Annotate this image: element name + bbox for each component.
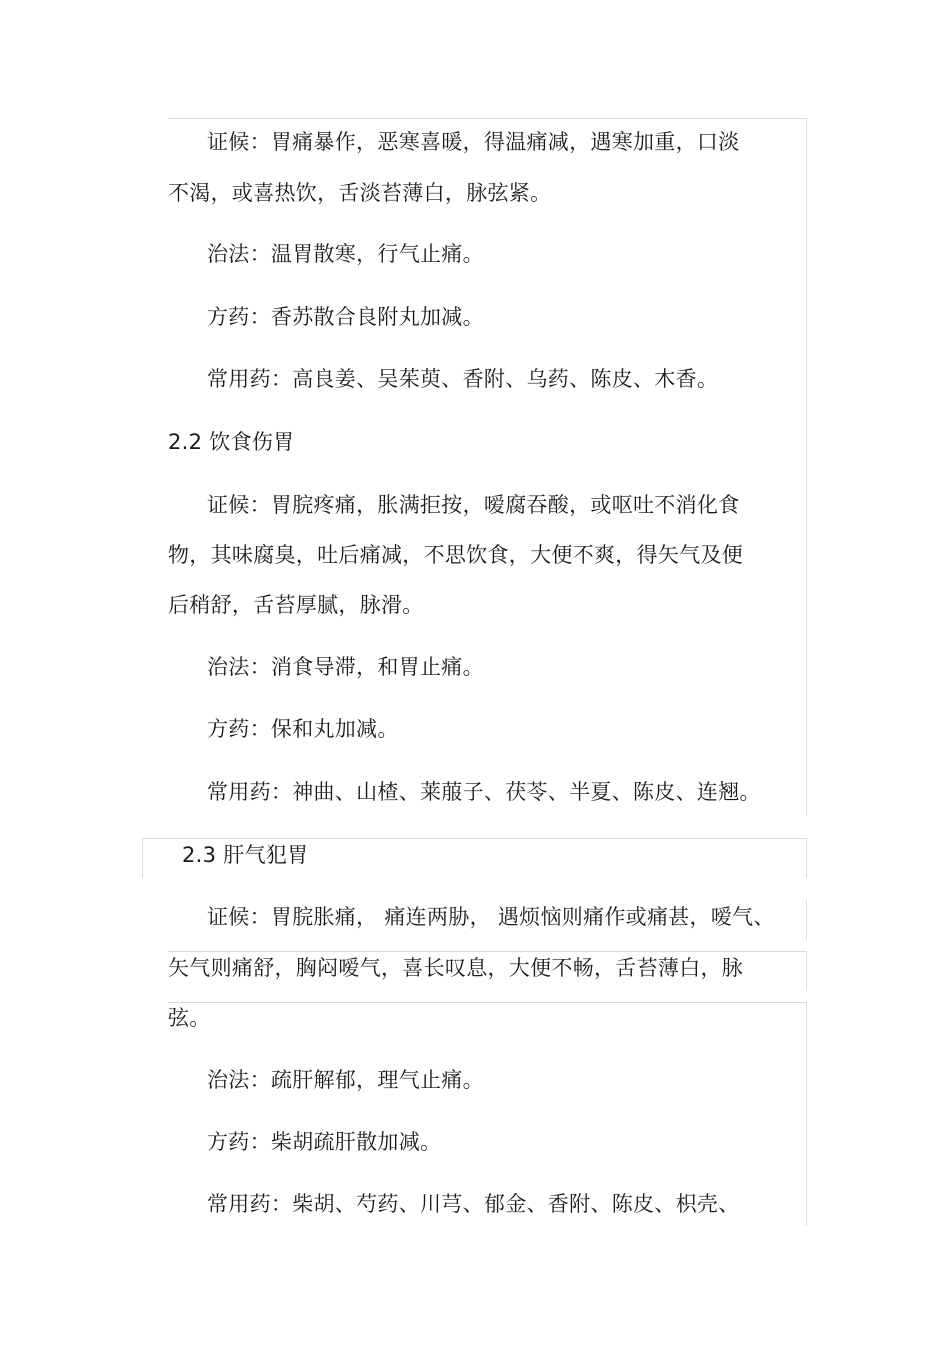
- s22-symptoms-line2: 物，其味腐臭，吐后痛减，不思饮食，大便不爽，得矢气及便: [168, 543, 744, 567]
- frame-rule-heading-top: [142, 838, 806, 839]
- frame-right-rule: [806, 118, 807, 816]
- s22-symptoms-line3: 后稍舒，舌苔厚腻，脉滑。: [168, 593, 424, 617]
- frame-right-rule-mid: [806, 900, 807, 940]
- s22-herbs: 常用药：神曲、山楂、莱菔子、茯苓、半夏、陈皮、连翘。: [207, 780, 761, 804]
- s23-symptoms-line3: 弦。: [168, 1006, 211, 1030]
- s21-symptoms-line2: 不渴，或喜热饮，舌淡苔薄白，脉弦紧。: [168, 181, 552, 205]
- s21-treatment: 治法：温胃散寒，行气止痛。: [207, 242, 484, 266]
- frame-rule-lower: [168, 1002, 806, 1003]
- section-heading-2-3: 2.3 肝气犯胃: [182, 843, 309, 867]
- frame-top-rule: [168, 118, 806, 119]
- s22-treatment: 治法：消食导滞，和胃止痛。: [207, 655, 484, 679]
- s22-symptoms-line1: 证候：胃脘疼痛，胀满拒按，嗳腐吞酸，或呕吐不消化食: [207, 493, 740, 517]
- section-heading-2-2: 2.2 饮食伤胃: [168, 430, 295, 454]
- frame-left-rule-heading: [142, 838, 143, 878]
- s23-treatment: 治法：疏肝解郁，理气止痛。: [207, 1068, 484, 1092]
- s21-symptoms-line1: 证候：胃痛暴作，恶寒喜暖，得温痛减，遇寒加重，口淡: [207, 130, 740, 154]
- frame-right-rule-lower: [806, 951, 807, 991]
- s23-formula: 方药：柴胡疏肝散加减。: [207, 1130, 442, 1154]
- frame-rule-mid: [168, 951, 806, 952]
- s23-herbs: 常用药：柴胡、芍药、川芎、郁金、香附、陈皮、枳壳、: [207, 1192, 740, 1216]
- frame-right-rule-bottom: [806, 1002, 807, 1226]
- s23-symptoms-line1: 证候：胃脘胀痛， 痛连两胁， 遇烦恼则痛作或痛甚，嗳气、: [207, 905, 775, 929]
- s22-formula: 方药：保和丸加减。: [207, 717, 399, 741]
- s21-formula: 方药：香苏散合良附丸加减。: [207, 305, 484, 329]
- frame-right-rule-heading: [806, 838, 807, 878]
- s21-herbs: 常用药：高良姜、吴茱萸、香附、乌药、陈皮、木香。: [207, 367, 719, 391]
- s23-symptoms-line2: 矢气则痛舒，胸闷嗳气，喜长叹息，大便不畅，舌苔薄白，脉: [168, 956, 744, 980]
